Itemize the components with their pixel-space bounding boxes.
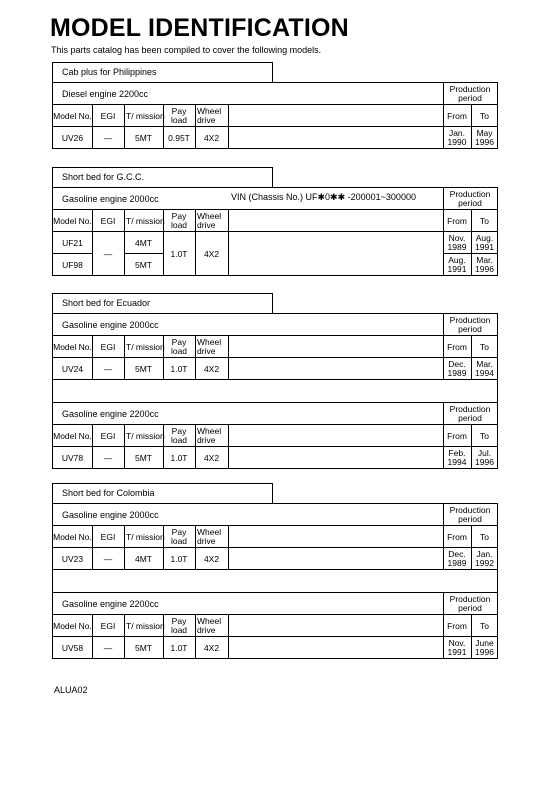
egi-cell: — [103, 553, 113, 564]
wheel-drive-cell: 4X2 [203, 132, 220, 143]
model-no-header: Model No. [53, 215, 92, 226]
to-header: To [480, 620, 489, 631]
engine-table [52, 503, 498, 570]
to-date-cell: Mar. 1996 [475, 255, 494, 274]
egi-header: EGI [100, 341, 116, 352]
to-date-cell: Mar. 1994 [475, 359, 494, 378]
production-period-header: Production period [449, 189, 491, 208]
model-section [52, 293, 498, 469]
engine-name: Gasoline engine 2200cc [62, 409, 159, 419]
to-header: To [480, 531, 489, 542]
engine-name: Gasoline engine 2000cc [62, 510, 159, 520]
from-header: From [447, 215, 467, 226]
model-no-header: Model No. [53, 620, 92, 631]
model-section [52, 167, 498, 276]
production-period-header: Production period [449, 594, 491, 613]
from-date-cell: Aug. 1991 [447, 255, 467, 274]
wheel-drive-cell: 4X2 [203, 452, 220, 463]
from-header: From [447, 531, 467, 542]
egi-cell: — [103, 452, 113, 463]
payload-header: Pay load [170, 211, 188, 230]
wheel-drive-cell: 4X2 [203, 642, 220, 653]
model-section [52, 62, 498, 149]
payload-cell: 1.0T [170, 642, 188, 653]
to-date-cell: Jan. 1992 [475, 549, 494, 568]
egi-header: EGI [100, 110, 116, 121]
to-date-cell: May 1996 [475, 128, 494, 147]
model-no-header: Model No. [53, 341, 92, 352]
engine-name: Gasoline engine 2000cc [62, 194, 159, 204]
production-period-header: Production period [449, 315, 491, 334]
payload-header: Pay load [170, 616, 188, 635]
model-no-header: Model No. [53, 430, 92, 441]
wheel-drive-header: Wheel drive [197, 106, 222, 125]
egi-cell: — [103, 132, 113, 143]
production-period-header: Production period [449, 84, 491, 103]
egi-header: EGI [100, 531, 116, 542]
to-header: To [480, 215, 489, 226]
engine-table [52, 313, 498, 380]
from-header: From [447, 620, 467, 631]
engine-name: Gasoline engine 2200cc [62, 599, 159, 609]
model-no-cell: UV26 [61, 132, 84, 143]
engine-table [52, 402, 498, 469]
section-label: Short bed for Ecuador [52, 293, 273, 313]
page-title: MODEL IDENTIFICATION [50, 14, 349, 42]
egi-header: EGI [100, 215, 116, 226]
from-header: From [447, 341, 467, 352]
model-section [52, 483, 498, 659]
payload-header: Pay load [170, 527, 188, 546]
payload-cell: 1.0T [170, 553, 188, 564]
production-period-header: Production period [449, 404, 491, 423]
transmission-cell: 5MT [135, 642, 152, 653]
transmission-header: T/ mission [126, 341, 165, 352]
engine-table [52, 187, 498, 276]
transmission-header: T/ mission [126, 110, 165, 121]
from-date-cell: Nov. 1991 [447, 638, 467, 657]
transmission-cell: 5MT [135, 363, 152, 374]
model-no-cell: UV78 [61, 452, 84, 463]
payload-header: Pay load [170, 106, 188, 125]
section-label: Cab plus for Philippines [52, 62, 273, 82]
from-date-cell: Feb. 1994 [447, 448, 467, 467]
from-date-cell: Dec. 1989 [447, 549, 467, 568]
transmission-cell: 4MT [135, 237, 152, 248]
production-period-header: Production period [449, 505, 491, 524]
section-spacer [52, 380, 498, 402]
section-label: Short bed for G.C.C. [52, 167, 273, 187]
transmission-header: T/ mission [126, 430, 165, 441]
model-no-header: Model No. [53, 110, 92, 121]
transmission-cell: 5MT [135, 452, 152, 463]
model-no-header: Model No. [53, 531, 92, 542]
payload-cell: 1.0T [170, 248, 188, 259]
model-no-cell: UV24 [61, 363, 84, 374]
model-no-cell: UF98 [62, 259, 83, 270]
payload-header: Pay load [170, 426, 188, 445]
engine-table [52, 592, 498, 659]
to-header: To [480, 430, 489, 441]
transmission-header: T/ mission [126, 620, 165, 631]
payload-header: Pay load [170, 337, 188, 356]
vin-note: VIN (Chassis No.) UF✱0✱✱ -200001~300000 [231, 192, 416, 202]
page-subtitle: This parts catalog has been compiled to cover the following models. [51, 45, 322, 55]
egi-header: EGI [100, 620, 116, 631]
from-header: From [447, 430, 467, 441]
from-header: From [447, 110, 467, 121]
transmission-header: T/ mission [126, 531, 165, 542]
to-header: To [480, 110, 489, 121]
to-date-cell: Aug. 1991 [475, 233, 494, 252]
egi-cell: — [103, 642, 113, 653]
transmission-cell: 4MT [135, 553, 152, 564]
wheel-drive-header: Wheel drive [197, 337, 222, 356]
egi-cell: — [103, 248, 113, 259]
to-header: To [480, 341, 489, 352]
wheel-drive-header: Wheel drive [197, 211, 222, 230]
section-label: Short bed for Colombia [52, 483, 273, 503]
transmission-cell: 5MT [135, 259, 152, 270]
wheel-drive-cell: 4X2 [203, 363, 220, 374]
engine-table [52, 82, 498, 149]
egi-header: EGI [100, 430, 116, 441]
transmission-header: T/ mission [126, 215, 165, 226]
to-date-cell: Jul. 1996 [475, 448, 494, 467]
to-date-cell: June 1996 [475, 638, 494, 657]
egi-cell: — [103, 363, 113, 374]
model-no-cell: UV23 [61, 553, 84, 564]
from-date-cell: Dec. 1989 [447, 359, 467, 378]
page-code: ALUA02 [54, 685, 88, 695]
payload-cell: 1.0T [170, 452, 188, 463]
engine-name: Gasoline engine 2000cc [62, 320, 159, 330]
payload-cell: 1.0T [170, 363, 188, 374]
wheel-drive-cell: 4X2 [203, 553, 220, 564]
from-date-cell: Jan. 1990 [447, 128, 467, 147]
wheel-drive-cell: 4X2 [203, 248, 220, 259]
section-spacer [52, 570, 498, 592]
payload-cell: 0.95T [168, 132, 190, 143]
engine-name: Diesel engine 2200cc [62, 89, 149, 99]
wheel-drive-header: Wheel drive [197, 616, 222, 635]
model-no-cell: UF21 [62, 237, 83, 248]
model-no-cell: UV58 [61, 642, 84, 653]
wheel-drive-header: Wheel drive [197, 527, 222, 546]
wheel-drive-header: Wheel drive [197, 426, 222, 445]
from-date-cell: Nov. 1989 [447, 233, 467, 252]
transmission-cell: 5MT [135, 132, 152, 143]
